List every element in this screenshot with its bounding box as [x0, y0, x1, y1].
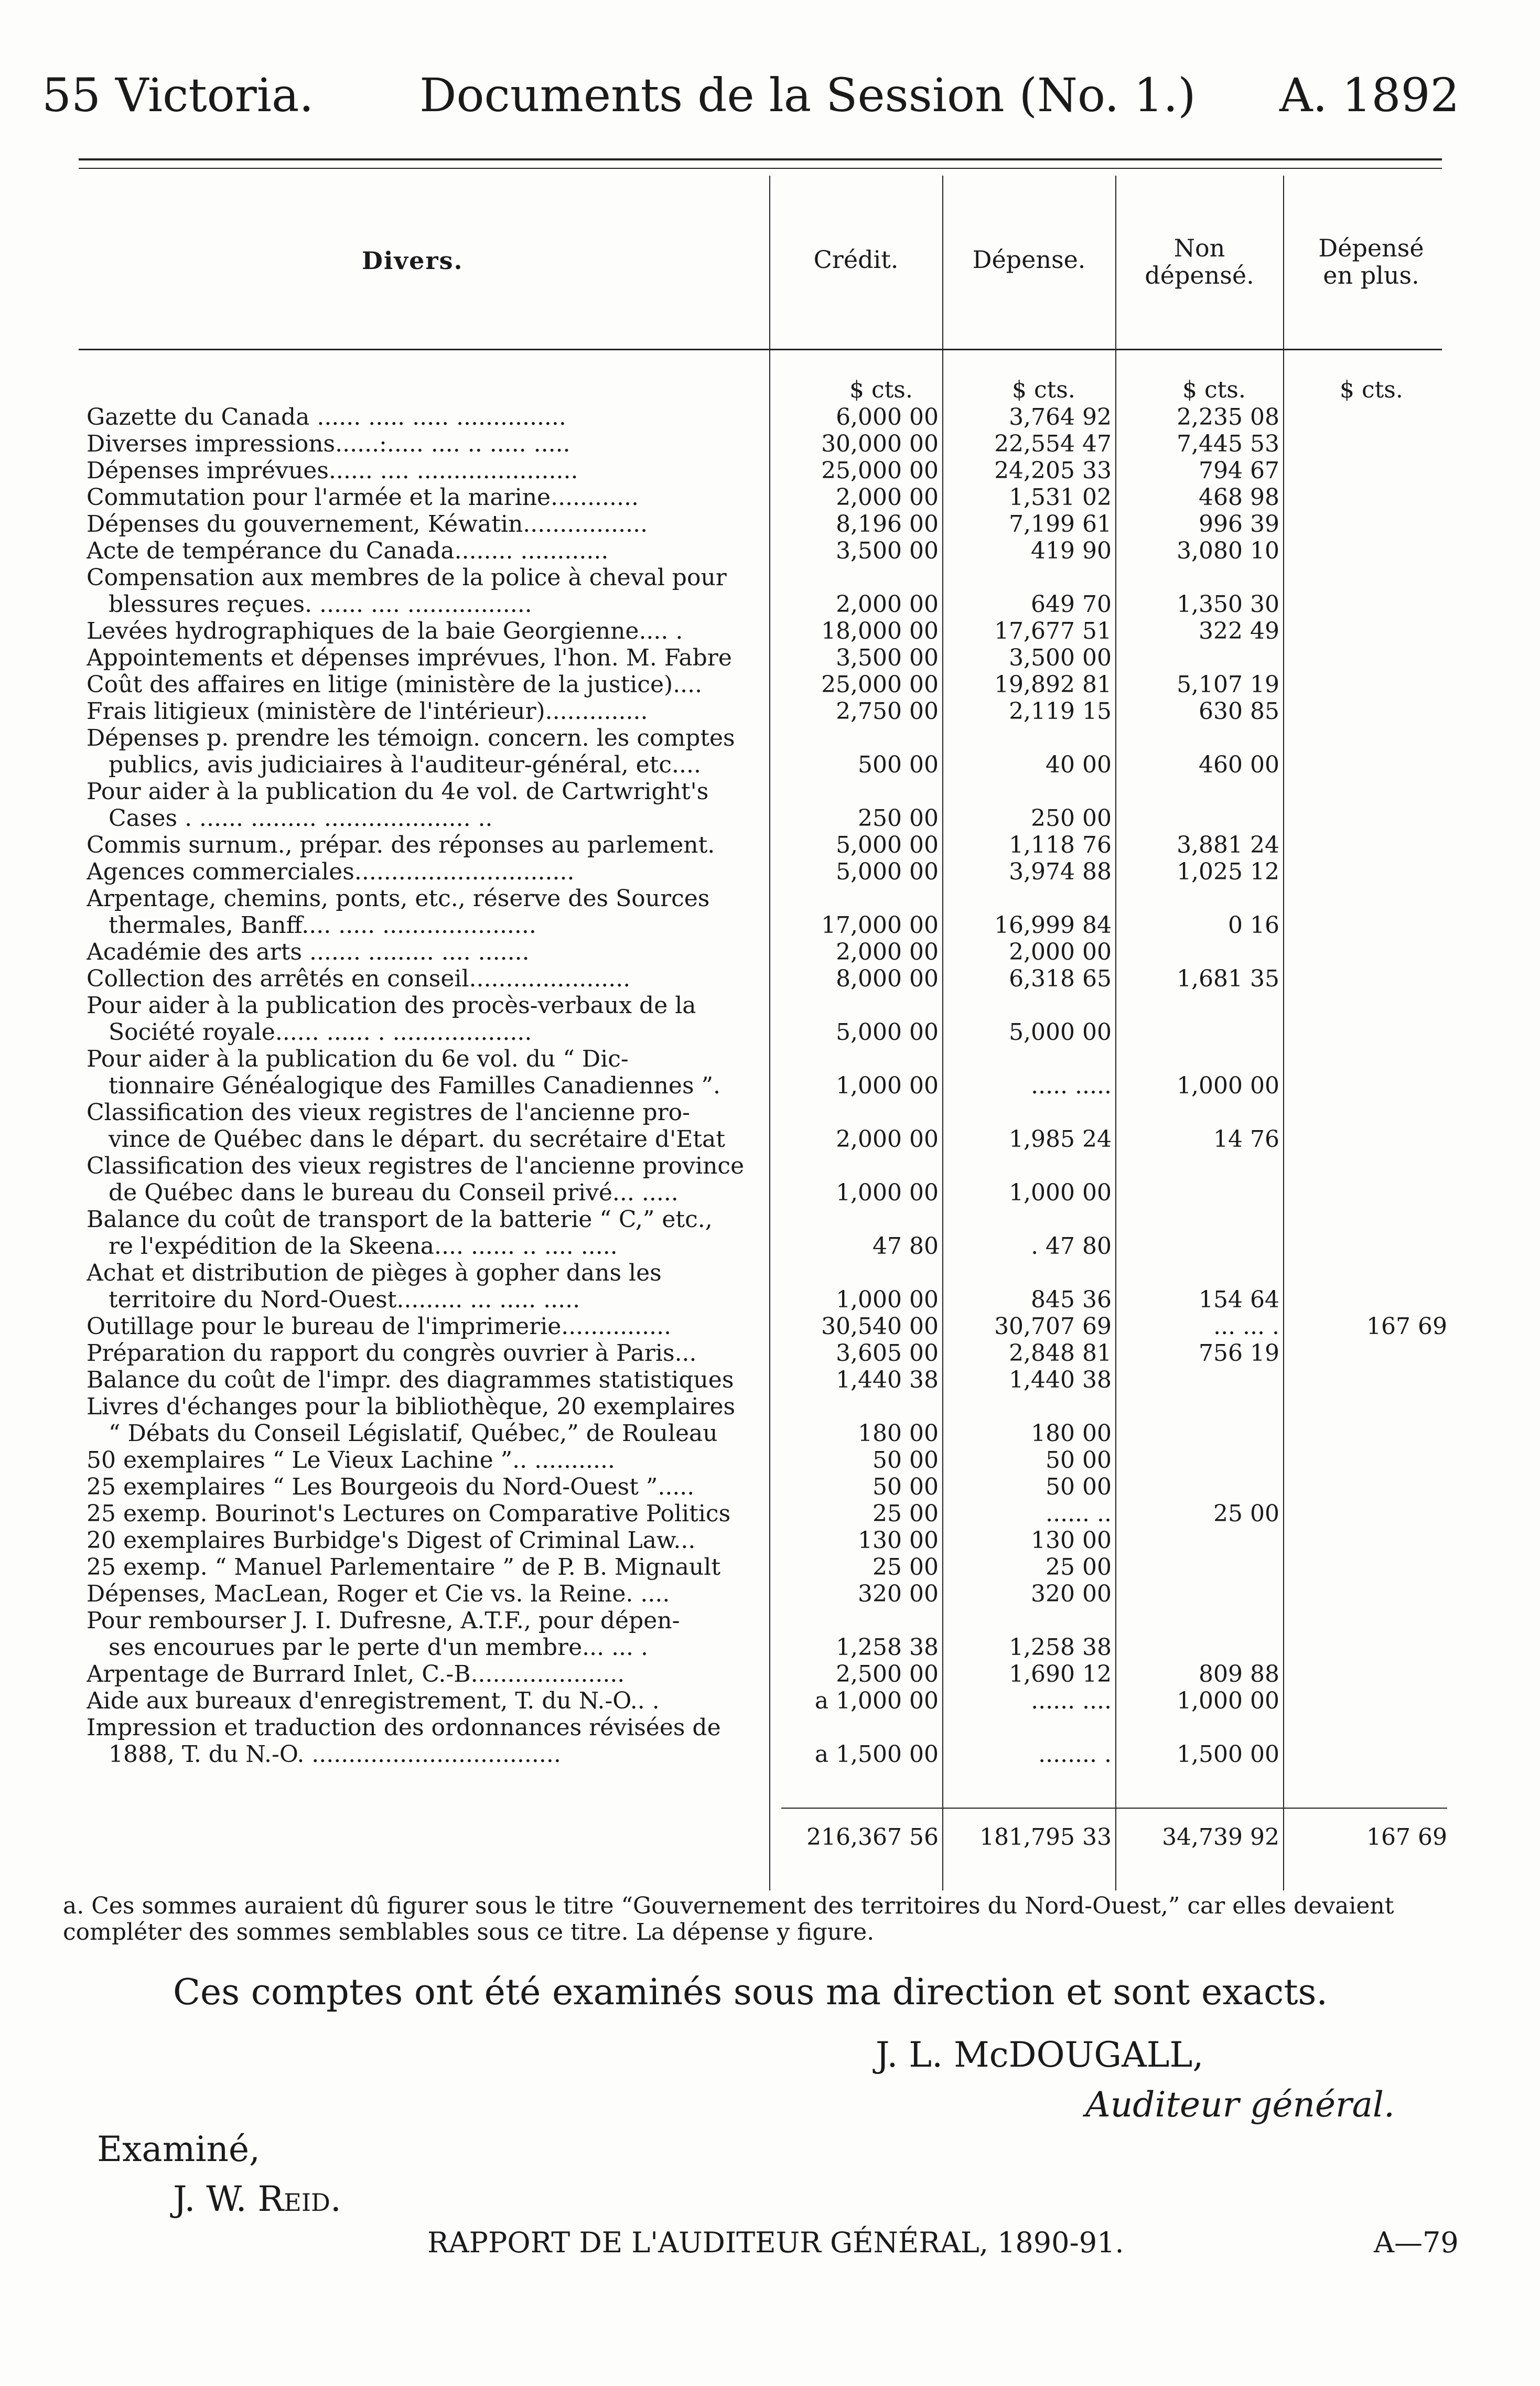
row-description: [87, 1393, 768, 1447]
row-description: [87, 1661, 768, 1688]
row-depense: 180 00: [1031, 1420, 1112, 1447]
table-row: [0, 484, 1540, 511]
row-description: [87, 1714, 768, 1768]
row-non-depense: 2,235 08: [1177, 404, 1279, 431]
table-row: [0, 885, 1540, 939]
row-description-line: Compensation aux membres de la police à cheval pour: [87, 564, 727, 591]
row-description: [87, 992, 768, 1046]
row-credit: 25 00: [873, 1500, 939, 1527]
table-row: [0, 431, 1540, 457]
row-description-line: Classification des vieux registres de l'ancienne province: [87, 1153, 745, 1179]
table-row: [0, 1500, 1540, 1527]
row-credit: 1,440 38: [836, 1367, 939, 1393]
row-depense: 320 00: [1031, 1581, 1112, 1607]
row-description: [87, 457, 768, 484]
row-description-line: Aide aux bureaux d'enregistrement, T. du N.-O.. .: [87, 1688, 660, 1714]
row-depense: 419 90: [1031, 538, 1112, 564]
footnote: a. Ces sommes auraient dû figurer sous le titre “Gouvernement des territoires du Nord-Ouest,” car elles devaient compléter des sommes semblables sous ce titre. La dépense y figure.: [63, 1893, 1394, 1946]
row-non-depense: 809 88: [1199, 1661, 1279, 1688]
row-description-line: thermales, Banff.... ..... .....................: [109, 912, 536, 939]
row-description: [87, 564, 768, 618]
row-non-depense: 1,025 12: [1177, 858, 1279, 885]
unit-label-credit: $ cts.: [849, 377, 913, 403]
row-description: [87, 511, 768, 538]
row-description-line: territoire du Nord-Ouest......... ... ..... .....: [109, 1286, 580, 1313]
column-header-depense-en-plus: Dépensé en plus.: [1318, 234, 1424, 289]
row-description-line: Dépenses imprévues...... .... ......................: [87, 457, 578, 484]
row-depense: ........ .: [1038, 1741, 1112, 1768]
row-description-line: tionnaire Généalogique des Familles Canadiennes ”.: [109, 1072, 721, 1099]
row-non-depense: 3,881 24: [1177, 832, 1279, 858]
row-depense: 1,118 76: [1009, 832, 1112, 858]
row-credit: 8,196 00: [836, 511, 939, 538]
row-description: [87, 939, 768, 965]
row-description: [87, 1447, 768, 1474]
row-description: [87, 1527, 768, 1554]
table-row: [0, 1260, 1540, 1313]
row-credit: 47 80: [873, 1233, 939, 1260]
row-description-line: vince de Québec dans le départ. du secrétaire d'Etat: [109, 1126, 725, 1153]
row-depense: 40 00: [1046, 751, 1112, 778]
row-depense: 3,764 92: [1009, 404, 1112, 431]
row-non-depense: 1,350 30: [1177, 591, 1279, 618]
table-row: [0, 1527, 1540, 1554]
column-header-depense: Dépense.: [972, 245, 1086, 274]
row-description: [87, 1581, 768, 1607]
row-non-depense: 996 39: [1199, 511, 1279, 538]
row-non-depense: 468 98: [1199, 484, 1279, 511]
row-depense: 2,119 15: [1009, 698, 1112, 725]
row-depense: 22,554 47: [994, 431, 1112, 457]
row-description: [87, 1474, 768, 1500]
row-description-line: Cases . ...... ......... .................... ..: [109, 805, 493, 832]
row-description: [87, 484, 768, 511]
row-depense: 1,690 12: [1009, 1661, 1112, 1688]
row-description: [87, 1046, 768, 1099]
examined-label: Examiné,: [97, 2129, 260, 2169]
row-depense: 25 00: [1046, 1554, 1112, 1581]
row-credit: 3,500 00: [836, 644, 939, 671]
header-rule: [79, 349, 1442, 350]
table-row: [0, 1581, 1540, 1607]
totals-rule: [781, 1808, 1447, 1809]
row-credit: 2,000 00: [836, 1126, 939, 1153]
row-depense: 1,440 38: [1009, 1367, 1112, 1393]
row-depense: 7,199 61: [1009, 511, 1112, 538]
row-non-depense: 3,080 10: [1177, 538, 1279, 564]
row-depense: ...... ....: [1031, 1688, 1112, 1714]
row-depense: ...... ..: [1046, 1500, 1112, 1527]
row-description-line: Pour rembourser J. I. Dufresne, A.T.F., pour dépen-: [87, 1607, 680, 1634]
header-series: A. 1892: [1279, 68, 1460, 122]
row-description-line: re l'expédition de la Skeena.... ...... .. .... .....: [109, 1233, 618, 1260]
row-description: [87, 1260, 768, 1313]
row-description: [87, 404, 768, 431]
row-description-line: Académie des arts ....... ......... .... .......: [87, 939, 530, 965]
row-non-depense: 756 19: [1199, 1340, 1279, 1367]
row-description-line: Dépenses p. prendre les témoign. concern. les comptes: [87, 725, 735, 751]
table-row: [0, 698, 1540, 725]
row-description: [87, 1554, 768, 1581]
row-description-line: Pour aider à la publication du 4e vol. de Cartwright's: [87, 778, 709, 805]
row-description: [87, 1340, 768, 1367]
total-non-depense: 34,739 92: [1162, 1824, 1279, 1851]
row-description: [87, 1153, 768, 1206]
row-depense: 250 00: [1031, 805, 1112, 832]
row-description-line: de Québec dans le bureau du Conseil privé... .....: [109, 1179, 679, 1206]
row-description-line: Arpentage de Burrard Inlet, C.-B.....................: [87, 1661, 625, 1688]
row-credit: 25 00: [873, 1554, 939, 1581]
row-description: [87, 671, 768, 698]
row-non-depense: 1,500 00: [1177, 1741, 1279, 1768]
row-non-depense: 630 85: [1199, 698, 1279, 725]
row-depense: 1,985 24: [1009, 1126, 1112, 1153]
page-footer-title: RAPPORT DE L'AUDITEUR GÉNÉRAL, 1890-91.: [427, 2226, 1124, 2259]
top-rule-thin: [79, 168, 1442, 169]
row-description-line: Pour aider à la publication du 6e vol. du “ Dic-: [87, 1046, 629, 1072]
row-depense: 649 70: [1031, 591, 1112, 618]
row-depense: 3,974 88: [1009, 858, 1112, 885]
row-depense: 2,000 00: [1009, 939, 1112, 965]
row-depense: 30,707 69: [994, 1313, 1112, 1340]
table-row: [0, 939, 1540, 965]
row-credit: 1,000 00: [836, 1179, 939, 1206]
row-credit: 130 00: [858, 1527, 939, 1554]
row-description: [87, 1367, 768, 1393]
row-credit: 2,000 00: [836, 484, 939, 511]
table-row: [0, 1607, 1540, 1661]
certification-statement: Ces comptes ont été examinés sous ma direction et sont exacts.: [173, 1972, 1328, 2013]
row-credit: 25,000 00: [821, 671, 939, 698]
row-description-line: Outillage pour le bureau de l'imprimerie...............: [87, 1313, 672, 1340]
row-credit: 1,000 00: [836, 1072, 939, 1099]
row-credit: 50 00: [873, 1447, 939, 1474]
table-row: [0, 1046, 1540, 1099]
row-non-depense: 1,000 00: [1177, 1688, 1279, 1714]
row-description: [87, 1099, 768, 1153]
table-row: [0, 1474, 1540, 1500]
row-description: [87, 431, 768, 457]
row-credit: 5,000 00: [836, 1019, 939, 1046]
table-row: [0, 538, 1540, 564]
row-description-line: Collection des arrêtés en conseil......................: [87, 965, 631, 992]
row-depense: 5,000 00: [1009, 1019, 1112, 1046]
row-credit: 50 00: [873, 1474, 939, 1500]
row-description-line: 1888, T. du N.-O. ..................................: [109, 1741, 561, 1768]
table-row: [0, 1447, 1540, 1474]
row-credit: 5,000 00: [836, 832, 939, 858]
row-description-line: Agences commerciales..............................: [87, 858, 575, 885]
table-row: [0, 725, 1540, 778]
row-non-depense: 154 64: [1199, 1286, 1279, 1313]
row-credit: 3,605 00: [836, 1340, 939, 1367]
row-description: [87, 778, 768, 832]
row-credit: 6,000 00: [836, 404, 939, 431]
row-description-line: blessures reçues. ...... .... .................: [109, 591, 532, 618]
table-row: [0, 1153, 1540, 1206]
row-credit: 1,258 38: [836, 1634, 939, 1661]
row-description-line: publics, avis judiciaires à l'auditeur-général, etc....: [109, 751, 701, 778]
row-credit: 17,000 00: [821, 912, 939, 939]
table-row: [0, 1714, 1540, 1768]
row-description-line: 50 exemplaires “ Le Vieux Lachine ”.. ...........: [87, 1447, 615, 1474]
table-row: [0, 965, 1540, 992]
row-non-depense: 1,681 35: [1177, 965, 1279, 992]
table-row: [0, 644, 1540, 671]
top-rule: [79, 158, 1442, 160]
row-depense: 16,999 84: [994, 912, 1112, 939]
row-description-line: ses encourues par le perte d'un membre... ... .: [109, 1634, 648, 1661]
row-non-depense: 460 00: [1199, 751, 1279, 778]
row-depense: 2,848 81: [1009, 1340, 1112, 1367]
row-depense: 6,318 65: [1009, 965, 1112, 992]
row-description-line: Diverses impressions......:..... .... .. ..... .....: [87, 431, 570, 457]
row-credit: 2,750 00: [836, 698, 939, 725]
row-description-line: Pour aider à la publication des procès-verbaux de la: [87, 992, 696, 1019]
row-description-line: Commis surnum., prépar. des réponses au parlement.: [87, 832, 715, 858]
column-header-credit: Crédit.: [813, 245, 899, 274]
row-description-line: Balance du coût de l'impr. des diagrammes statistiques: [87, 1367, 734, 1393]
table-row: [0, 457, 1540, 484]
row-credit: 250 00: [858, 805, 939, 832]
row-credit: 320 00: [858, 1581, 939, 1607]
row-credit: a 1,000 00: [814, 1688, 939, 1714]
auditor-title: Auditeur général.: [1085, 2084, 1395, 2125]
row-description-line: Commutation pour l'armée et la marine............: [87, 484, 639, 511]
row-description: [87, 725, 768, 778]
row-non-depense: 794 67: [1199, 457, 1279, 484]
row-description: [87, 1607, 768, 1661]
table-row: [0, 858, 1540, 885]
row-credit: a 1,500 00: [814, 1741, 939, 1768]
table-row: [0, 404, 1540, 431]
page-number: A—79: [1374, 2226, 1459, 2259]
row-depense: 3,500 00: [1009, 644, 1112, 671]
table-row: [0, 564, 1540, 618]
header-session-year: 55 Victoria.: [42, 68, 314, 122]
row-non-depense: ... ... .: [1213, 1313, 1279, 1340]
row-description-line: 25 exemp. “ Manuel Parlementaire ” de P. B. Mignault: [87, 1554, 721, 1581]
row-non-depense: 5,107 19: [1177, 671, 1279, 698]
row-depense: 19,892 81: [994, 671, 1112, 698]
table-row: [0, 1313, 1540, 1340]
row-depense: 50 00: [1046, 1474, 1112, 1500]
row-credit: 500 00: [858, 751, 939, 778]
row-credit: 2,000 00: [836, 591, 939, 618]
row-credit: 2,500 00: [836, 1661, 939, 1688]
row-non-depense: 0 16: [1228, 912, 1279, 939]
table-row: [0, 1661, 1540, 1688]
row-credit: 180 00: [858, 1420, 939, 1447]
row-description: [87, 698, 768, 725]
section-label: Divers.: [362, 246, 464, 275]
row-credit: 2,000 00: [836, 939, 939, 965]
row-depense: 24,205 33: [994, 457, 1112, 484]
row-description-line: Préparation du rapport du congrès ouvrier à Paris...: [87, 1340, 697, 1367]
row-description: [87, 885, 768, 939]
row-description: [87, 538, 768, 564]
row-description: [87, 832, 768, 858]
row-depense: 1,258 38: [1009, 1634, 1112, 1661]
table-row: [0, 1206, 1540, 1260]
column-header-non-depense: Non dépensé.: [1145, 234, 1254, 289]
row-description: [87, 1313, 768, 1340]
row-description-line: Achat et distribution de pièges à gopher dans les: [87, 1260, 662, 1286]
header-document-title: Documents de la Session (No. 1.): [419, 68, 1196, 122]
total-depense: 181,795 33: [979, 1824, 1112, 1851]
row-credit: 8,000 00: [836, 965, 939, 992]
row-description-line: Frais litigieux (ministère de l'intérieur)..............: [87, 698, 648, 725]
row-credit: 30,000 00: [821, 431, 939, 457]
table-row: [0, 1688, 1540, 1714]
row-description-line: Dépenses, MacLean, Roger et Cie vs. la Reine. ....: [87, 1581, 670, 1607]
table-row: [0, 1367, 1540, 1393]
row-non-depense: 1,000 00: [1177, 1072, 1279, 1099]
row-description-line: 25 exemp. Bourinot's Lectures on Comparative Politics: [87, 1500, 731, 1527]
examiner-name: J. W. Reid.: [173, 2179, 341, 2219]
table-row: [0, 778, 1540, 832]
total-en-plus: 167 69: [1366, 1824, 1447, 1851]
row-depense: 130 00: [1031, 1527, 1112, 1554]
row-description-line: Impression et traduction des ordonnances révisées de: [87, 1714, 721, 1741]
row-depense: 1,531 02: [1009, 484, 1112, 511]
row-description-line: Balance du coût de transport de la batterie “ C,” etc.,: [87, 1206, 713, 1233]
row-non-depense: 322 49: [1199, 618, 1279, 644]
row-depense: . 47 80: [1031, 1233, 1112, 1260]
unit-label-non-depense: $ cts.: [1182, 377, 1246, 403]
row-description-line: 20 exemplaires Burbidge's Digest of Criminal Law...: [87, 1527, 696, 1554]
row-description-line: Dépenses du gouvernement, Kéwatin.................: [87, 511, 648, 538]
table-row: [0, 832, 1540, 858]
row-depense: 50 00: [1046, 1447, 1112, 1474]
table-row: [0, 1340, 1540, 1367]
total-credit: 216,367 56: [806, 1824, 939, 1851]
table-row: [0, 671, 1540, 698]
row-description-line: Appointements et dépenses imprévues, l'hon. M. Fabre: [87, 644, 732, 671]
row-depense: ..... .....: [1031, 1072, 1112, 1099]
row-credit: 25,000 00: [821, 457, 939, 484]
row-depense: 845 36: [1031, 1286, 1112, 1313]
row-description-line: “ Débats du Conseil Législatif, Québec,” de Rouleau: [109, 1420, 718, 1447]
row-description: [87, 644, 768, 671]
row-non-depense: 25 00: [1213, 1500, 1279, 1527]
row-non-depense: 7,445 53: [1177, 431, 1279, 457]
row-description-line: Coût des affaires en litige (ministère de la justice)....: [87, 671, 703, 698]
row-description: [87, 858, 768, 885]
row-credit: 5,000 00: [836, 858, 939, 885]
row-description-line: 25 exemplaires “ Les Bourgeois du Nord-Ouest ”.....: [87, 1474, 695, 1500]
table-row: [0, 618, 1540, 644]
row-description-line: Acte de tempérance du Canada........ ............: [87, 538, 609, 564]
auditor-name: J. L. McDOUGALL,: [876, 2035, 1204, 2075]
row-description: [87, 1688, 768, 1714]
row-en-plus: 167 69: [1366, 1313, 1447, 1340]
row-depense: 1,000 00: [1009, 1179, 1112, 1206]
table-row: [0, 1554, 1540, 1581]
row-description-line: Levées hydrographiques de la baie Georgienne.... .: [87, 618, 683, 644]
row-description: [87, 1500, 768, 1527]
row-description-line: Gazette du Canada ...... ..... ..... ...............: [87, 404, 566, 431]
row-depense: 17,677 51: [994, 618, 1112, 644]
row-description-line: Livres d'échanges pour la bibliothèque, 20 exemplaires: [87, 1393, 736, 1420]
row-description: [87, 965, 768, 992]
table-row: [0, 1099, 1540, 1153]
table-row: [0, 992, 1540, 1046]
row-credit: 1,000 00: [836, 1286, 939, 1313]
row-description-line: Société royale...... ...... . ...................: [109, 1019, 532, 1046]
table-row: [0, 1393, 1540, 1447]
row-credit: 18,000 00: [821, 618, 939, 644]
unit-label-depense: $ cts.: [1012, 377, 1075, 403]
row-description-line: Classification des vieux registres de l'ancienne pro-: [87, 1099, 691, 1126]
row-credit: 3,500 00: [836, 538, 939, 564]
row-description: [87, 1206, 768, 1260]
unit-label-en-plus: $ cts.: [1340, 377, 1403, 403]
row-description: [87, 618, 768, 644]
table-row: [0, 511, 1540, 538]
row-credit: 30,540 00: [821, 1313, 939, 1340]
row-description-line: Arpentage, chemins, ponts, etc., réserve des Sources: [87, 885, 710, 912]
row-non-depense: 14 76: [1213, 1126, 1279, 1153]
